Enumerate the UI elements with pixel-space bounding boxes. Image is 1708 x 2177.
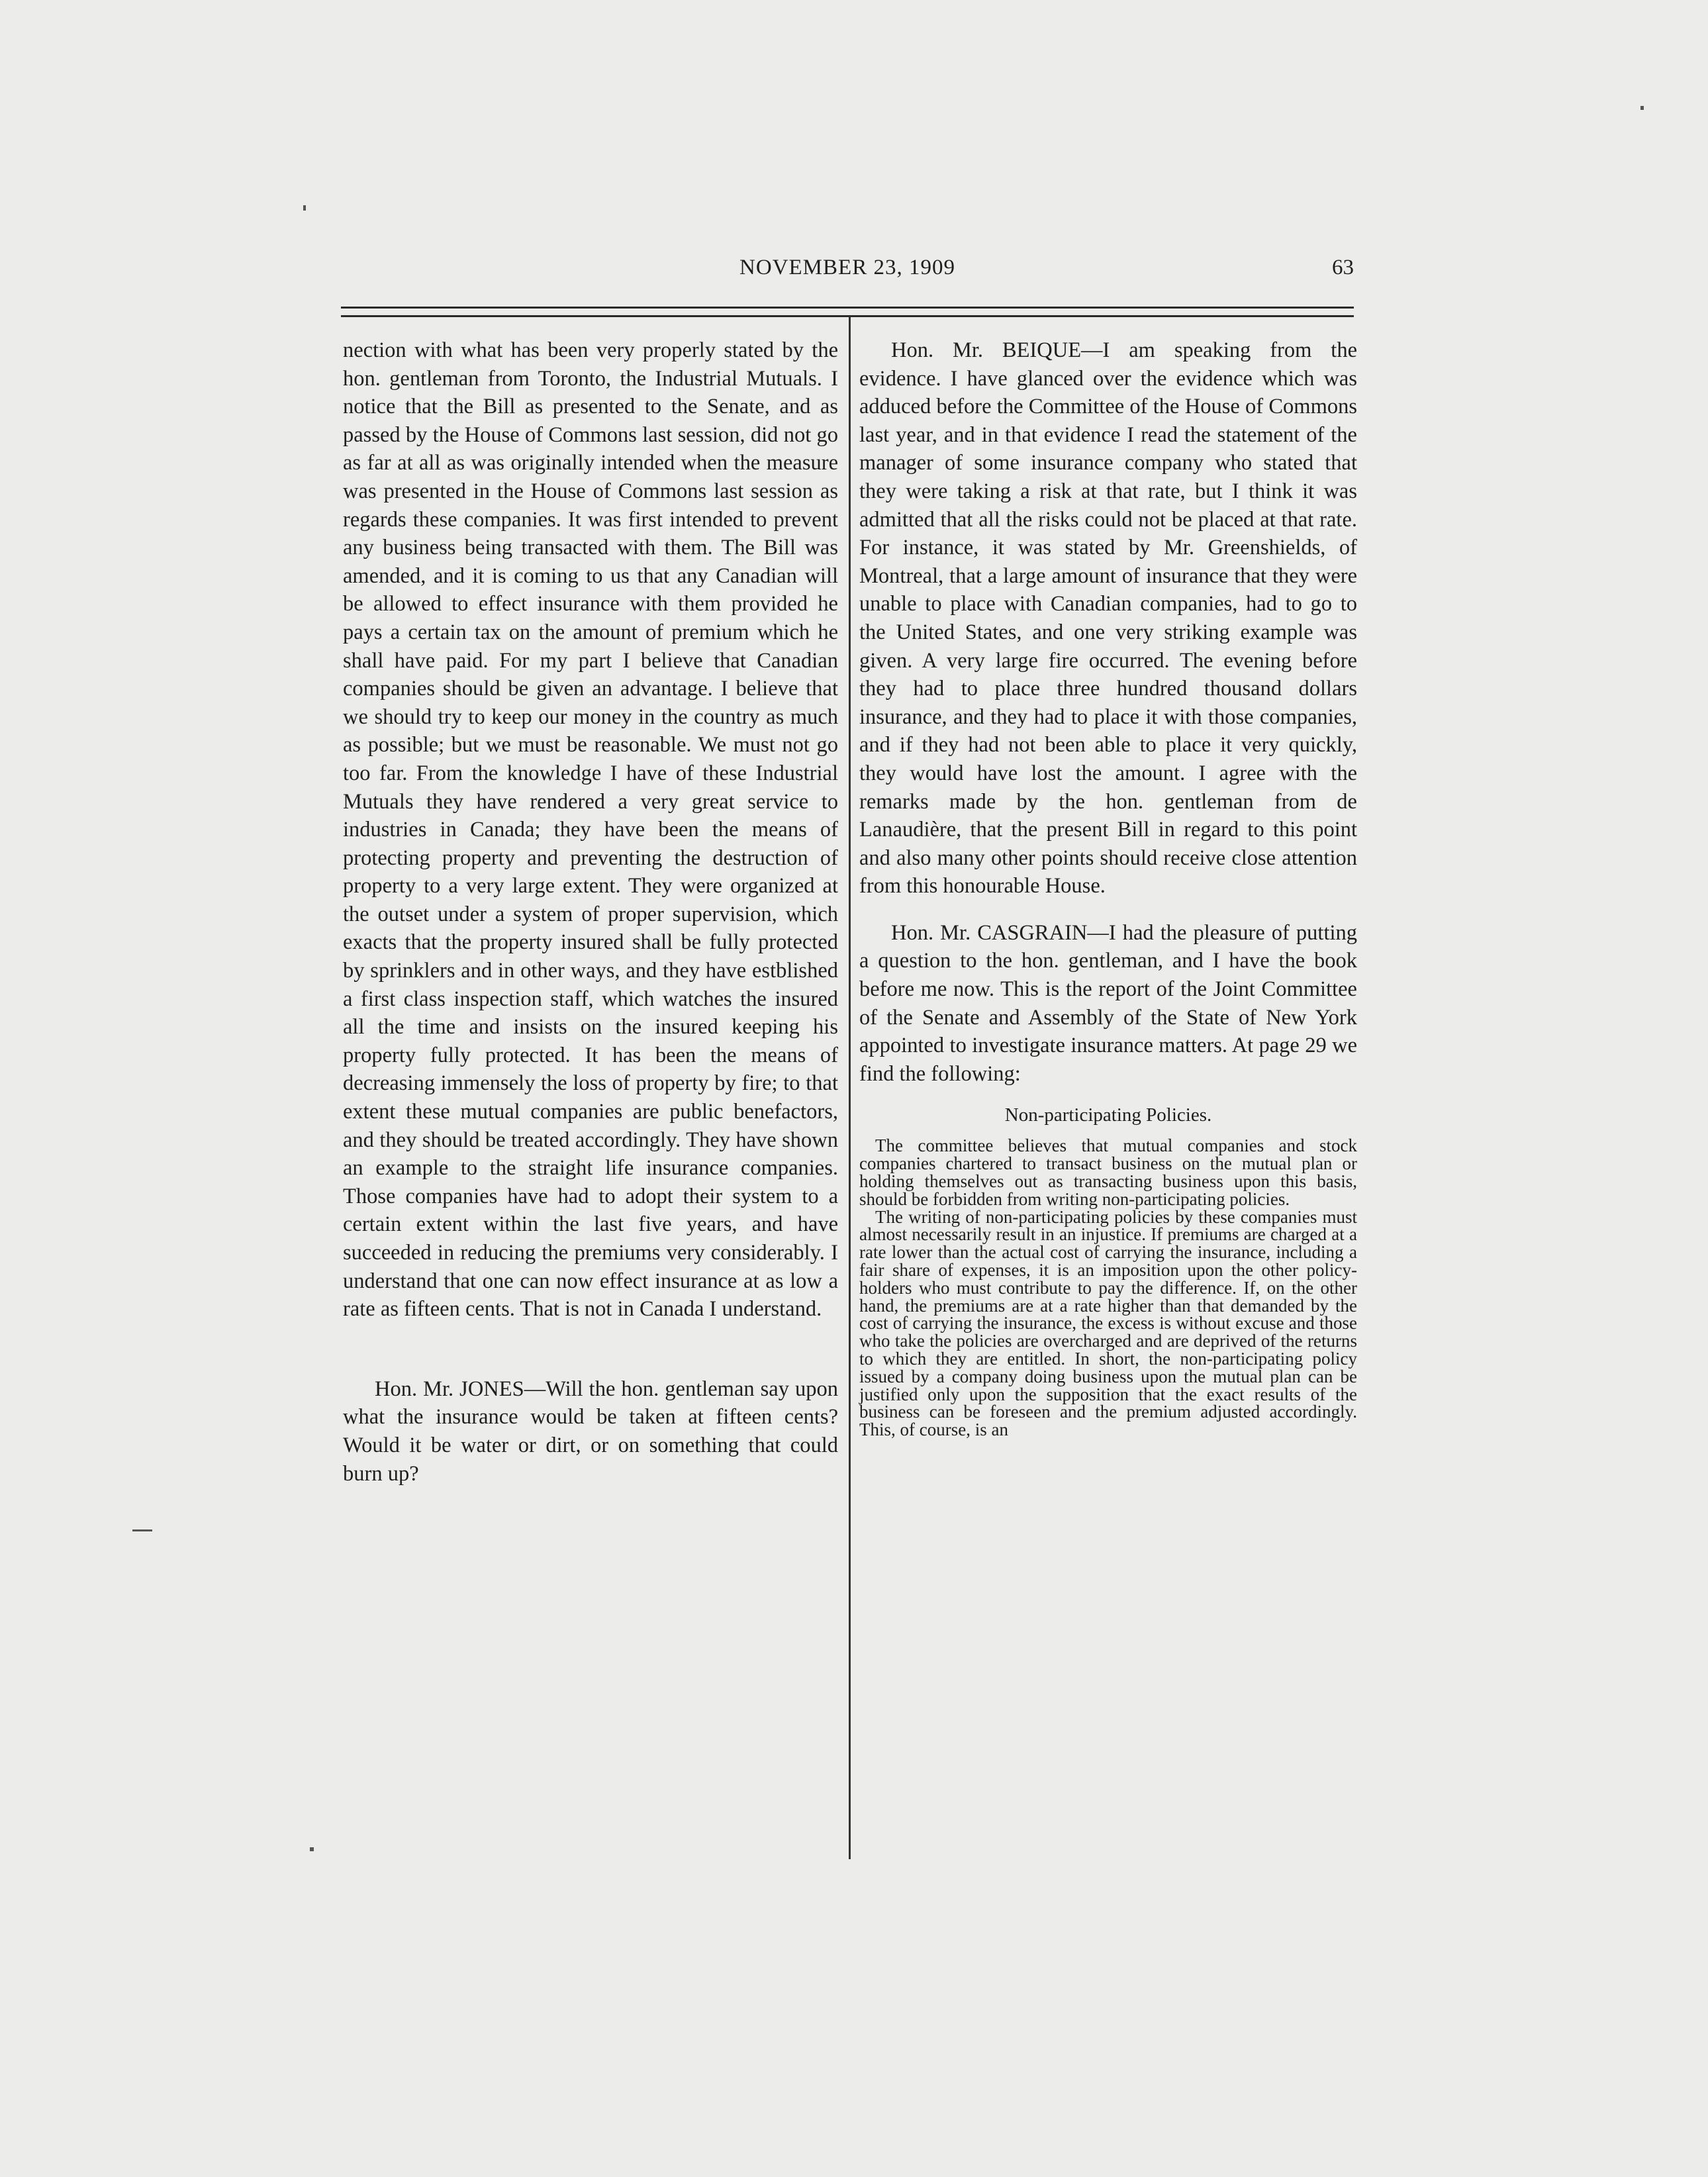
column-divider <box>849 316 851 1859</box>
header-rule-bottom <box>341 315 1354 317</box>
scan-speck <box>310 1847 314 1851</box>
right-column <box>859 336 1357 1439</box>
scan-speck <box>132 1529 152 1531</box>
quote-paragraph-2: The writing of non-participating policies by these companies must almost necessarily result in an injustice. If premiums are charged at a rate lower than the actual cost of carrying the insurance, including a fair share of expenses, it is an imposition upon the other policy-holders who must contribute to pay the difference. If, on the other hand, the premiums are at a rate higher than that demanded by the cost of carrying the insurance, the excess is without excuse and those who take the policies are overcharged and are deprived of the returns to which they are entitled. In short, the non-participating policy issued by a company doing business upon the mutual plan can be justified only upon the supposition that the exact results of the business can be foreseen and the premium adjusted accordingly. This, of course, is an <box>859 1206 1357 1440</box>
right-paragraph-beique: Hon. Mr. BEIQUE—I am speaking from the evidence. I have glanced over the evidence which was adduced before the Committee of the House of Commons last year, and in that evidence I read the statement of the manager of some insurance company who stated that they were taking a risk at that rate, but I think it was admitted that all the risks could not be placed at that rate. For instance, it was stated by Mr. Greenshields, of Montreal, that a large amount of insurance that they were unable to place with Canadian companies, had to go to the United States, and one very striking example was given. A very large fire occurred. The evening before they had to place three hundred thousand dollars insurance, and they had to place it with those companies, and if they had not been able to place it very quickly, they would have lost the amount. I agree with the remarks made by the hon. gentleman from de Lanaudière, that the present Bill in regard to this point and also many other points should receive close attention from this honourable House. <box>859 338 1357 898</box>
quote-paragraph-1: The committee believes that mutual companies and stock companies chartered to transact business on the mutual plan or holding themselves out as transacting business upon this basis, should be forbidden from writing non-participating policies. <box>859 1136 1357 1209</box>
right-paragraph-casgrain: Hon. Mr. CASGRAIN—I had the pleasure of putting a question to the hon. gentleman, and I have the book before me now. This is the report of the Joint Committee of the Senate and Assembly of the State of New York appointed to investigate insurance matters. At page 29 we find the following: <box>859 920 1357 1086</box>
quote-heading: Non-participating Policies. <box>1004 1104 1212 1126</box>
quoted-report <box>859 1137 1357 1439</box>
page-date: NOVEMBER 23, 1909 <box>739 256 955 279</box>
scan-speck <box>303 205 306 211</box>
page-number: 63 <box>1332 256 1354 279</box>
left-paragraph-jones: Hon. Mr. JONES—Will the hon. gentleman say upon what the insurance would be taken at fifteen cents? Would it be water or dirt, or on something that could burn up? <box>343 1377 838 1486</box>
left-column <box>343 336 838 1488</box>
left-paragraph-continuation: nection with what has been very properly stated by the hon. gentleman from Toronto, the Industrial Mutuals. I notice that the Bill as presented to the Senate, and as passed by the House of Commons last session, did not go as far at all as was originally intended when the measure was presented in the House of Commons last session as regards these companies. It was first intended to prevent any business being transacted with them. The Bill was amended, and it is coming to us that any Canadian will be allowed to effect insurance with them provided he pays a certain tax on the amount of premium which he shall have paid. For my part I believe that Canadian companies should be given an advantage. I believe that we should try to keep our money in the country as much as possible; but we must be reasonable. We must not go too far. From the knowledge I have of these Industrial Mutuals they have rendered a very great service to industries in Canada; they have been the means of protecting property and preventing the destruction of property to a very large extent. They were organized at the outset under a system of proper supervision, which exacts that the property insured shall be fully protected by sprinklers and in other ways, and they have estblished a first class inspection staff, which watches the insured all the time and insists on the insured keeping his property fully protected. It has been the means of decreasing immensely the loss of property by fire; to that extent these mutual companies are public benefactors, and they should be treated accordingly. They have shown an example to the straight life insurance companies. Those companies have had to adopt their system to a certain extent within the last five years, and have succeeded in reducing the premiums very considerably. I understand that one can now effect insurance at as low a rate as fifteen cents. That is not in Canada I understand. <box>343 338 838 1322</box>
page-header <box>341 252 1354 298</box>
scan-speck <box>1640 106 1644 110</box>
header-rule-top <box>341 307 1354 309</box>
